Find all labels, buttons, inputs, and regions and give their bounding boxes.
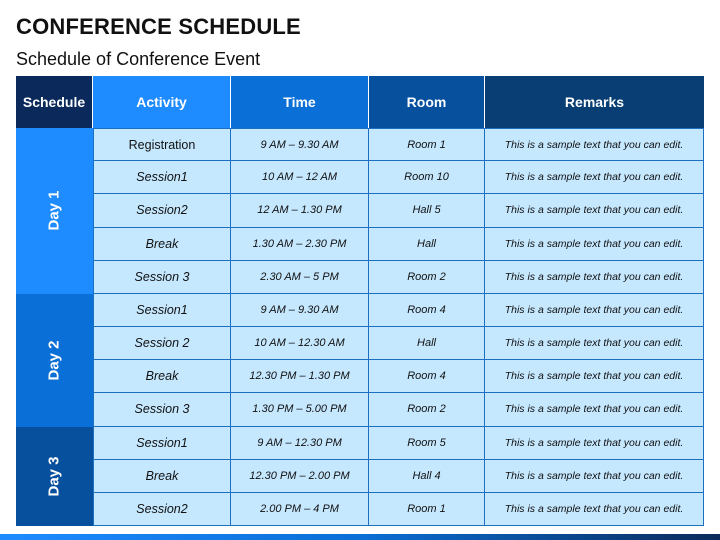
row-3-room: Hall 5 [369, 194, 485, 227]
row-3-remarks: This is a sample text that you can edit. [485, 194, 704, 227]
row-2-remarks: This is a sample text that you can edit. [485, 161, 704, 194]
row-1-room: Room 1 [369, 128, 485, 161]
row-6-room: Room 4 [369, 294, 485, 327]
row-3-activity: Session2 [93, 194, 231, 227]
row-11-time: 12.30 PM – 2.00 PM [231, 460, 369, 493]
schedule-table [16, 76, 704, 526]
header-schedule: Schedule [16, 76, 93, 128]
row-4-remarks: This is a sample text that you can edit. [485, 228, 704, 261]
row-4-activity: Break [93, 228, 231, 261]
row-8-activity: Break [93, 360, 231, 393]
row-9-room: Room 2 [369, 393, 485, 426]
row-8-remarks: This is a sample text that you can edit. [485, 360, 704, 393]
row-10-remarks: This is a sample text that you can edit. [485, 427, 704, 460]
row-12-activity: Session2 [93, 493, 231, 526]
row-8-room: Room 4 [369, 360, 485, 393]
row-6-activity: Session1 [93, 294, 231, 327]
row-9-activity: Session 3 [93, 393, 231, 426]
row-12-time: 2.00 PM – 4 PM [231, 493, 369, 526]
row-9-remarks: This is a sample text that you can edit. [485, 393, 704, 426]
row-10-room: Room 5 [369, 427, 485, 460]
row-5-remarks: This is a sample text that you can edit. [485, 261, 704, 294]
row-9-time: 1.30 PM – 5.00 PM [231, 393, 369, 426]
row-10-activity: Session1 [93, 427, 231, 460]
header-time: Time [231, 76, 369, 128]
row-6-time: 9 AM – 9.30 AM [231, 294, 369, 327]
day-2-label: Day 2 [16, 294, 93, 427]
row-7-room: Hall [369, 327, 485, 360]
day-3-label: Day 3 [16, 427, 93, 527]
row-12-room: Room 1 [369, 493, 485, 526]
row-12-remarks: This is a sample text that you can edit. [485, 493, 704, 526]
row-2-time: 10 AM – 12 AM [231, 161, 369, 194]
row-1-time: 9 AM – 9.30 AM [231, 128, 369, 161]
row-4-room: Hall [369, 228, 485, 261]
row-4-time: 1.30 AM – 2.30 PM [231, 228, 369, 261]
row-11-activity: Break [93, 460, 231, 493]
page-title: CONFERENCE SCHEDULE [16, 14, 301, 39]
row-10-time: 9 AM – 12.30 PM [231, 427, 369, 460]
page-subtitle: Schedule of Conference Event [16, 49, 261, 69]
bottom-accent-bar [0, 534, 720, 540]
row-11-remarks: This is a sample text that you can edit. [485, 460, 704, 493]
row-5-time: 2.30 AM – 5 PM [231, 261, 369, 294]
row-1-activity: Registration [93, 128, 231, 161]
row-7-remarks: This is a sample text that you can edit. [485, 327, 704, 360]
row-5-room: Room 2 [369, 261, 485, 294]
row-2-activity: Session1 [93, 161, 231, 194]
day-1-label: Day 1 [16, 128, 93, 294]
row-5-activity: Session 3 [93, 261, 231, 294]
row-8-time: 12.30 PM – 1.30 PM [231, 360, 369, 393]
header-room: Room [369, 76, 485, 128]
row-6-remarks: This is a sample text that you can edit. [485, 294, 704, 327]
row-1-remarks: This is a sample text that you can edit. [485, 128, 704, 161]
header-activity: Activity [93, 76, 231, 128]
row-2-room: Room 10 [369, 161, 485, 194]
row-7-activity: Session 2 [93, 327, 231, 360]
header-remarks: Remarks [485, 76, 704, 128]
row-7-time: 10 AM – 12.30 AM [231, 327, 369, 360]
row-3-time: 12 AM – 1.30 PM [231, 194, 369, 227]
row-11-room: Hall 4 [369, 460, 485, 493]
